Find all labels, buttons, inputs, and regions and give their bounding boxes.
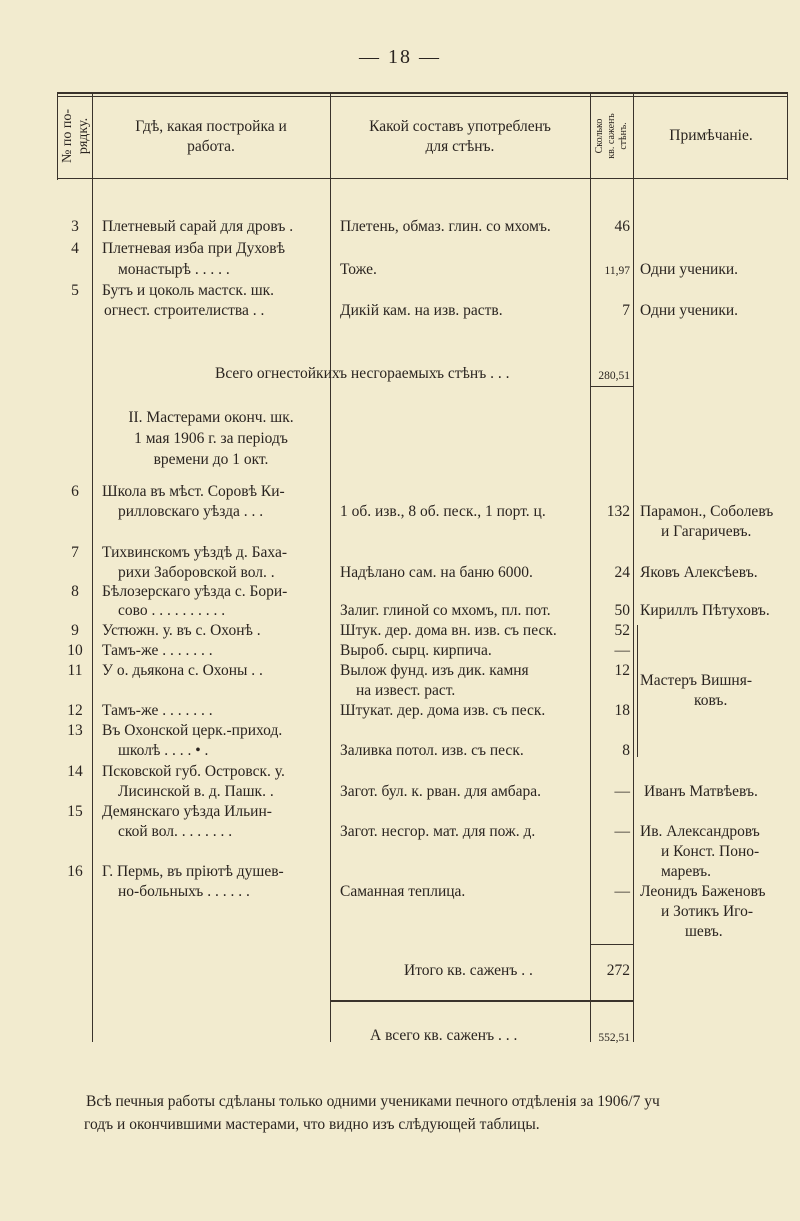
row-where: Устюжн. у. въ с. Охонѣ .	[102, 622, 261, 639]
row-number: 11	[67, 662, 83, 679]
col-line-5	[633, 92, 634, 1042]
total-rule	[330, 1000, 634, 1002]
header-number: № по по- рядку.	[60, 109, 91, 164]
row-note-cont: маревъ.	[661, 863, 712, 880]
row-quantity: 50	[614, 602, 630, 619]
row-quantity: 132	[606, 503, 630, 520]
footer-line: годъ и окончившими мастерами, что видно изъ слѣдующей таблицы.	[84, 1116, 540, 1133]
row-number: 14	[67, 763, 83, 780]
total-rule-top	[590, 944, 634, 945]
row-composition: Дикій кам. на изв. раств.	[340, 302, 503, 319]
row-number: 6	[71, 483, 79, 500]
row-where: Демянскаго уѣзда Ильин-	[102, 803, 272, 820]
row-where: Бутъ и цоколь мастск. шк.	[102, 282, 275, 299]
row-quantity: 7	[622, 302, 630, 319]
row-note: Одни ученики.	[640, 302, 739, 319]
subtotal-value: 280,51	[598, 370, 630, 382]
row-note: Мастеръ Вишня-	[640, 672, 752, 689]
col-line-1	[57, 92, 58, 180]
row-where-cont: ской вол. . . . . . . .	[118, 823, 233, 840]
row-quantity: 11,97	[604, 265, 630, 277]
row-note-cont: и Конст. Поно-	[661, 843, 760, 860]
row-quantity: 12	[614, 662, 630, 679]
row-composition: 1 об. изв., 8 об. песк., 1 порт. ц.	[340, 503, 546, 520]
row-where: Псковской губ. Островск. у.	[102, 763, 285, 780]
row-quantity: —	[614, 883, 630, 900]
total-label: Итого кв. саженъ . .	[404, 962, 533, 979]
row-number: 15	[67, 803, 83, 820]
top-rule	[57, 92, 787, 94]
row-quantity: 8	[622, 742, 630, 759]
row-number: 3	[71, 218, 79, 235]
row-composition: Тоже.	[340, 261, 377, 278]
page-number: — 18 —	[359, 46, 441, 68]
row-note: Леонидъ Баженовъ	[640, 883, 766, 900]
row-where-cont: монастырѣ . . . . .	[118, 261, 230, 278]
row-where-cont: огнест. строителиства . .	[104, 302, 265, 319]
row-where-cont: рилловскаго уѣзда . . .	[118, 503, 264, 520]
row-composition-cont: на извест. раст.	[356, 682, 456, 699]
row-number: 16	[67, 863, 83, 880]
row-quantity: 52	[614, 622, 630, 639]
row-where: Г. Пермь, въ пріютѣ душев-	[102, 863, 284, 880]
row-composition: Штук. дер. дома вн. изв. съ песк.	[340, 622, 557, 639]
row-number: 8	[71, 583, 79, 600]
row-number: 10	[67, 642, 83, 659]
row-where: Тамъ-же . . . . . . .	[102, 702, 213, 719]
row-composition: Выроб. сырц. кирпича.	[340, 642, 492, 659]
total-value: 272	[606, 962, 630, 979]
grand-total-label: А всего кв. саженъ . . .	[370, 1027, 518, 1044]
row-quantity: —	[614, 783, 630, 800]
row-composition: Плетень, обмаз. глин. со мхомъ.	[340, 218, 551, 235]
row-composition: Надѣлано сам. на баню 6000.	[340, 564, 533, 581]
row-composition: Заливка потол. изв. съ песк.	[340, 742, 524, 759]
header-rule	[57, 178, 787, 179]
subtotal-label: Всего огнестойкихъ несгораемыхъ стѣнъ . . .	[215, 365, 510, 382]
row-note: Парамон., Соболевъ	[640, 503, 774, 520]
row-note-cont: и Зотикъ Иго-	[661, 903, 754, 920]
grand-total-value: 552,51	[598, 1032, 630, 1044]
header-note: Примѣчаніе.	[669, 127, 753, 144]
section-heading: II. Мастерами оконч. шк. 1 мая 1906 г. за періодъ времени до 1 окт.	[128, 409, 294, 468]
row-number: 5	[71, 282, 79, 299]
row-quantity: —	[614, 823, 630, 840]
row-note: Яковъ Алексѣевъ.	[640, 564, 758, 581]
row-where: У о. дьякона с. Охоны . .	[102, 662, 263, 679]
row-where: Плетневая изба при Духовѣ	[102, 240, 285, 257]
row-quantity: —	[614, 642, 630, 659]
top-rule-2	[57, 96, 787, 97]
row-note-cont: и Гагаричевъ.	[661, 523, 752, 540]
row-where-cont: рихи Заборовской вол. .	[118, 564, 275, 581]
row-where: Тамъ-же . . . . . . .	[102, 642, 213, 659]
row-note: Иванъ Матвѣевъ.	[644, 783, 758, 800]
row-composition: Саманная теплица.	[340, 883, 466, 900]
row-number: 9	[71, 622, 79, 639]
row-where: Тихвинскомъ уѣздѣ д. Баха-	[102, 544, 288, 561]
footer-line: Всѣ печныя работы сдѣланы только одними учениками печного отдѣленія за 1906/7 уч	[86, 1093, 660, 1110]
header-quantity: Сколько кв. саженъ стѣнъ.	[594, 113, 629, 159]
row-number: 4	[71, 240, 79, 257]
row-note: Одни ученики.	[640, 261, 739, 278]
footer-paragraph	[86, 1090, 776, 1136]
row-where: Плетневый сарай для дровъ .	[102, 218, 294, 235]
col-line-3	[330, 92, 331, 1042]
row-note-cont: ковъ.	[694, 692, 728, 709]
row-where: Въ Охонской церк.-приход.	[102, 722, 283, 739]
row-note: Ив. Александровъ	[640, 823, 760, 840]
col-line-6	[787, 92, 788, 180]
header-where: Гдѣ, какая постройка и работа.	[135, 118, 287, 155]
row-composition: Залиг. глиной со мхомъ, пл. пот.	[340, 602, 551, 619]
row-composition: Загот. бул. к. рван. для амбара.	[340, 783, 542, 800]
row-number: 13	[67, 722, 83, 739]
brace-mark	[637, 625, 638, 757]
row-quantity: 46	[614, 218, 630, 235]
row-where-cont: школѣ . . . . • .	[118, 742, 209, 759]
row-note-cont: шевъ.	[685, 923, 723, 940]
row-number: 7	[71, 544, 79, 561]
row-composition: Загот. несгор. мат. для пож. д.	[340, 823, 536, 840]
row-where-cont: Лисинской в. д. Пашк. .	[118, 783, 274, 800]
row-note: Кириллъ Пѣтуховъ.	[640, 602, 770, 619]
row-composition: Штукат. дер. дома изв. съ песк.	[340, 702, 546, 719]
row-where: Бѣлозерскаго уѣзда с. Бори-	[102, 583, 288, 600]
row-quantity: 24	[614, 564, 630, 581]
subtotal-rule	[590, 386, 634, 387]
row-where: Школа въ мѣст. Соровѣ Ки-	[102, 483, 285, 500]
row-quantity: 18	[614, 702, 630, 719]
header-composition: Какой составъ употребленъ для стѣнъ.	[369, 118, 551, 155]
row-where-cont: сово . . . . . . . . . .	[118, 602, 226, 619]
row-composition: Вылож фунд. изъ дик. камня	[340, 662, 529, 679]
row-number: 12	[67, 702, 83, 719]
row-where-cont: но-больныхъ . . . . . .	[118, 883, 250, 900]
